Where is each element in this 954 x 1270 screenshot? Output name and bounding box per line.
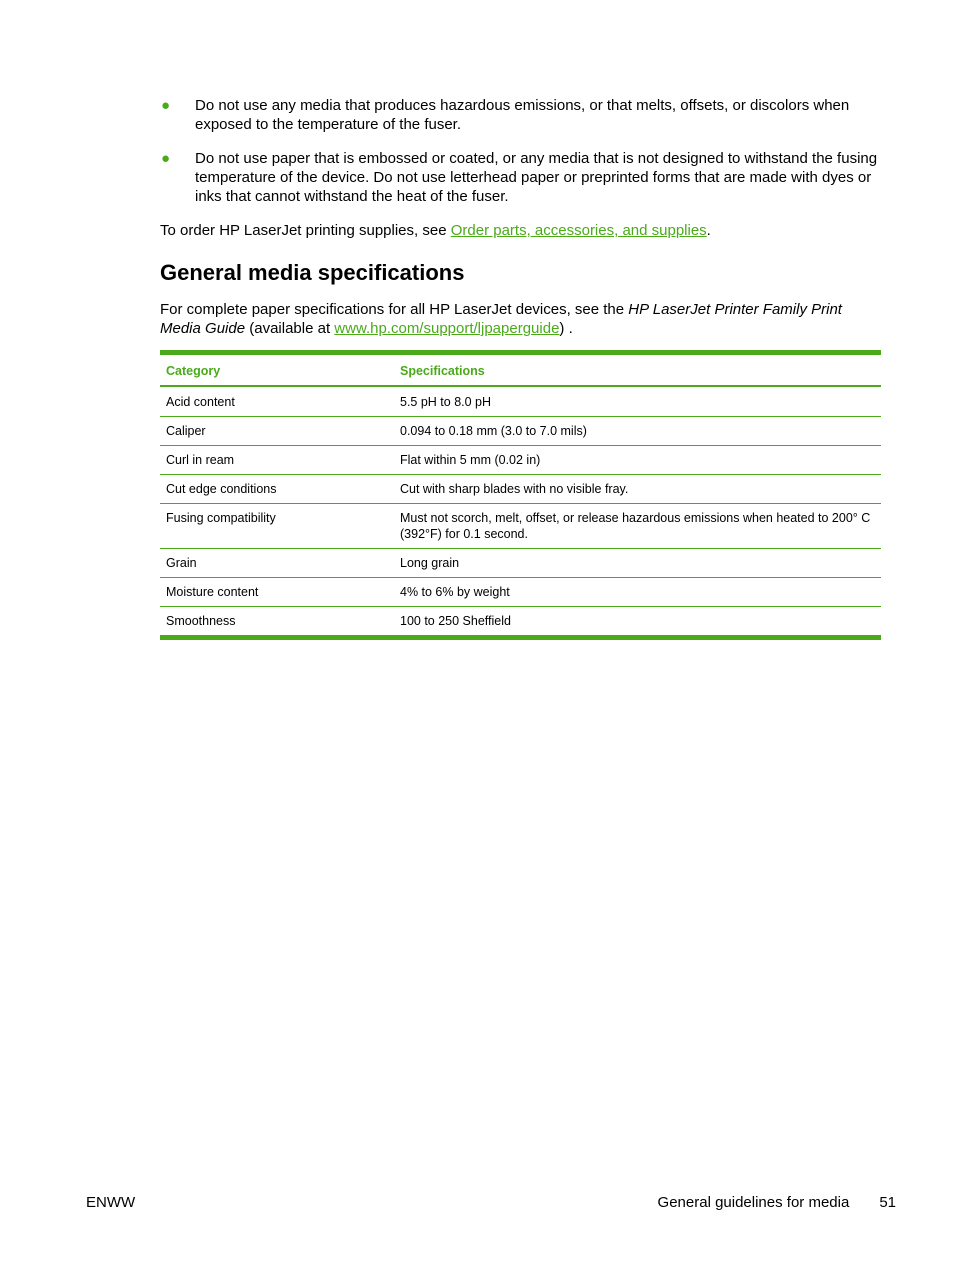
footer-right: [658, 1193, 896, 1212]
order-suffix: .: [706, 222, 711, 239]
table-row: [160, 417, 881, 446]
table-row: [160, 549, 881, 578]
order-prefix: To order HP LaserJet printing supplies, see: [160, 222, 451, 239]
category-cell: Smoothness: [160, 607, 394, 638]
spec-cell: Long grain: [394, 549, 881, 578]
order-supplies-paragraph: [160, 221, 711, 240]
table-row: [160, 578, 881, 607]
header-category: Category: [160, 353, 394, 387]
spec-cell: 5.5 pH to 8.0 pH: [400, 395, 492, 409]
category-cell: Acid content: [166, 395, 235, 409]
spec-cell: 100 to 250 Sheffield: [394, 607, 881, 638]
bullet-icon: ●: [161, 97, 171, 114]
intro-prefix: For complete paper specifications for all HP LaserJet devices, see the: [160, 301, 629, 318]
footer-enww: ENWW: [86, 1194, 136, 1211]
paper-guide-link[interactable]: www.hp.com/support/ljpaperguide: [334, 320, 560, 337]
intro-paragraph: [160, 300, 884, 338]
intro-middle: (available at: [245, 320, 335, 337]
footer-section-title: General guidelines for media: [657, 1194, 850, 1211]
bullet-text: Do not use paper that is embossed or coated, or any media that is not designed to withstand the fusing temperature of the device. Do not use letterhead paper or preprinted forms that are made with dyes or inks that cannot withstand the heat of the fuser.: [195, 150, 878, 205]
category-cell: Fusing compatibility: [160, 504, 394, 549]
bullet-item: [160, 96, 882, 134]
spec-cell: 0.094 to 0.18 mm (3.0 to 7.0 mils): [394, 417, 881, 446]
order-parts-link[interactable]: Order parts, accessories, and supplies: [450, 222, 707, 239]
media-spec-table: [160, 350, 881, 640]
bullet-list: [160, 96, 882, 221]
section-title: General media specifications: [160, 260, 465, 285]
table-row: [160, 446, 881, 475]
bullet-item: [160, 149, 882, 206]
table-header-row: [160, 353, 881, 387]
category-cell: Cut edge conditions: [160, 475, 394, 504]
intro-suffix: ) .: [559, 320, 573, 337]
spec-cell: Must not scorch, melt, offset, or release hazardous emissions when heated to 200° C (392°F) for 0.1 second.: [394, 504, 881, 549]
bullet-icon: ●: [161, 150, 171, 167]
header-specifications: Specifications: [394, 353, 881, 387]
bullet-text: Do not use any media that produces hazardous emissions, or that melts, offsets, or discolors when exposed to the temperature of the fuser.: [195, 97, 850, 133]
table-row: [160, 607, 881, 638]
page-number: 51: [879, 1194, 896, 1211]
table-row: [160, 504, 881, 549]
category-cell: Grain: [160, 549, 394, 578]
table-row: [160, 386, 881, 417]
spec-cell: Cut with sharp blades with no visible fray.: [394, 475, 881, 504]
category-cell: Moisture content: [160, 578, 394, 607]
category-cell: Caliper: [160, 417, 394, 446]
guide-title: HP LaserJet Printer Family Print Media Guide: [160, 301, 842, 337]
spec-cell: 4% to 6% by weight: [394, 578, 881, 607]
category-cell: Curl in ream: [160, 446, 394, 475]
table-row: [160, 475, 881, 504]
spec-cell: Flat within 5 mm (0.02 in): [394, 446, 881, 475]
